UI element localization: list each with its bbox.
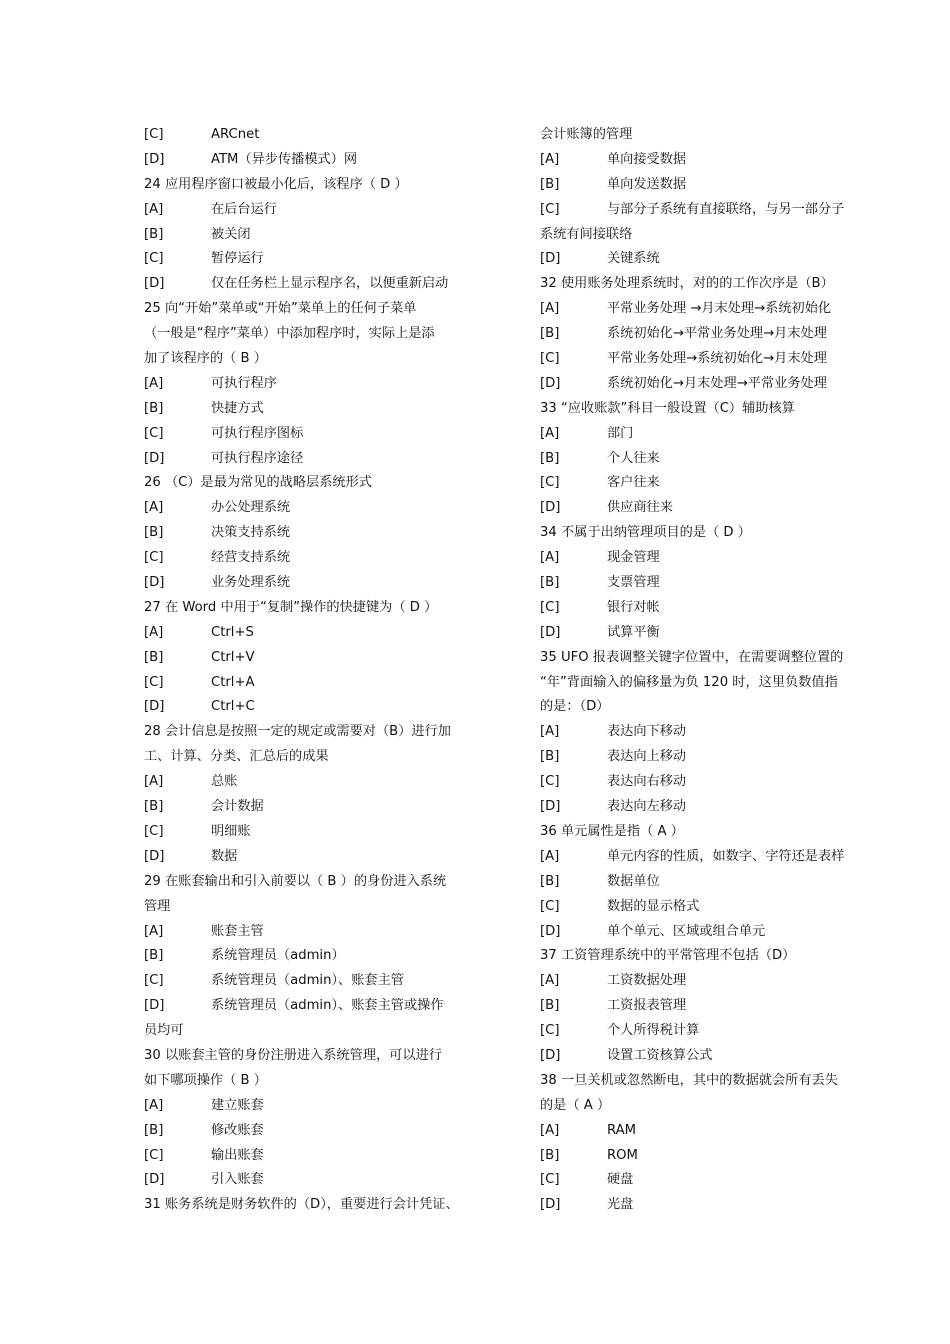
option-label: [B] [144,799,164,815]
option-text: 可执行程序途径 [211,450,304,466]
question-text: 30 以账套主管的身份注册进入系统管理，可以进行 [144,1047,442,1063]
option-text: 表达向下移动 [607,724,687,740]
option-label: [D] [540,1197,561,1213]
answer-option [144,422,484,447]
option-label: [C] [144,1147,164,1163]
answer-option [540,148,880,173]
option-label: [B] [144,400,164,416]
question-text: 34 不属于出纳管理项目的是（ D ） [540,525,751,541]
option-text: 表达向左移动 [607,799,687,815]
option-label: [A] [540,151,560,167]
answer-option [540,297,880,322]
answer-option [144,994,484,1019]
answer-option [540,795,880,820]
option-label: [A] [540,973,560,989]
option-text: 数据的显示格式 [607,898,700,914]
question-text: 如下哪项操作（ B ） [144,1072,267,1088]
answer-option [144,198,484,223]
option-label: [C] [540,201,560,217]
option-label: [C] [540,1023,560,1039]
question-text: 25 向“开始”菜单或“开始”菜单上的任何子菜单 [144,301,417,317]
option-text: 系统管理员（admin）、账套主管或操作 [211,998,444,1014]
answer-option [540,720,880,745]
answer-option [540,447,880,472]
answer-option [144,920,484,945]
answer-option [540,1044,880,1069]
question-text: 会计账簿的管理 [540,127,633,142]
option-text: 个人往来 [607,450,660,466]
option-text: 被关闭 [211,226,251,242]
answer-option [144,247,484,272]
option-text: ROM [607,1147,638,1163]
question-text: 32 使用账务处理系统时，对的的工作次序是（B） [540,276,834,292]
question-text: 加了该程序的（ B ） [144,351,267,367]
answer-option [540,621,880,646]
option-label: [C] [540,475,560,491]
option-text: 仅在任务栏上显示程序名，以便重新启动 [211,276,449,292]
question-text: 28 会计信息是按照一定的规定或需要对（B）进行加 [144,724,451,740]
option-text: 可执行程序图标 [211,425,304,441]
option-label: [A] [144,624,164,640]
question-text: 38 一旦关机或忽然断电，其中的数据就会所有丢失 [540,1072,838,1088]
option-text: 可执行程序 [211,375,277,391]
option-text: 表达向上移动 [607,749,687,765]
answer-option [144,397,484,422]
option-text: Ctrl+C [211,699,255,715]
question-text: 管理 [144,898,171,914]
option-text: 支票管理 [607,575,660,591]
question-text: 的是：（D） [540,699,610,715]
answer-option [540,347,880,372]
option-label: [A] [144,201,164,217]
question-text: （一般是“程序”菜单）中添加程序时，实际上是添 [144,326,435,342]
option-text: 建立账套 [211,1097,264,1113]
option-text: 单个单元、区域或组合单元 [607,923,766,939]
option-text: 快捷方式 [211,400,264,416]
option-text: 系统管理员（admin） [211,948,345,964]
question-text: 工、计算、分类、汇总后的成果 [144,749,329,765]
option-text: 平常业务处理→系统初始化→月末处理 [607,351,827,367]
option-label: [C] [540,774,560,790]
question-text: 系统有间接联络 [540,226,633,242]
option-label: [A] [144,500,164,516]
option-label: [C] [144,823,164,839]
option-label: [D] [540,799,561,815]
option-text: 现金管理 [607,550,660,566]
option-label: [D] [540,375,561,391]
option-label: [A] [144,923,164,939]
option-text: 数据单位 [607,873,660,889]
option-text: 账套主管 [211,923,264,939]
option-label: [C] [540,1172,560,1188]
question-text: 35 UFO 报表调整关键字位置中，在需要调整位置的 [540,649,844,665]
answer-option [540,870,880,895]
option-label: [B] [540,998,560,1014]
option-label: [B] [144,525,164,541]
answer-option [144,372,484,397]
answer-option [144,1144,484,1169]
option-text: 总账 [211,774,238,790]
option-text: 明细账 [211,823,251,839]
answer-option [144,845,484,870]
option-text: 光盘 [607,1197,634,1213]
option-label: [A] [540,301,560,317]
option-text: 个人所得税计算 [607,1023,700,1039]
answer-option [540,422,880,447]
option-text: 数据 [211,848,238,864]
answer-option [540,920,880,945]
option-label: [C] [144,425,164,441]
answer-option [540,1019,880,1044]
option-label: [C] [540,351,560,367]
right-column [540,123,880,1218]
option-label: [D] [144,848,165,864]
option-label: [D] [540,251,561,267]
option-text: 引入账套 [211,1172,264,1188]
question-text: 26 （C）是最为常见的战略层系统形式 [144,475,372,491]
answer-option [540,770,880,795]
answer-option [540,1168,880,1193]
answer-option [144,944,484,969]
question-text: 29 在账套输出和引入前要以（ B ）的身份进入系统 [144,873,447,889]
answer-option [144,272,484,297]
option-label: [D] [144,276,165,292]
option-text: 系统初始化→月末处理→平常业务处理 [607,375,827,391]
question-text: “年”背面输入的偏移量为负 120 时，这里负数值指 [540,674,838,690]
question-text: 员均可 [144,1023,184,1039]
option-label: [D] [144,575,165,591]
option-label: [D] [144,1172,165,1188]
option-label: [B] [540,450,560,466]
option-text: 系统初始化→平常业务处理→月末处理 [607,326,827,342]
option-label: [C] [540,599,560,615]
answer-option [144,546,484,571]
answer-option [144,148,484,173]
option-text: 业务处理系统 [211,575,291,591]
answer-option [540,496,880,521]
option-text: 表达向右移动 [607,774,687,790]
option-label: [A] [540,1122,560,1138]
option-text: 平常业务处理 →月末处理→系统初始化 [607,301,832,317]
answer-option [540,247,880,272]
option-text: 修改账套 [211,1122,264,1138]
option-text: ATM（异步传播模式）网 [211,151,358,167]
option-label: [D] [540,923,561,939]
answer-option [540,895,880,920]
answer-option [144,571,484,596]
question-text: 37 工资管理系统中的平常管理不包括（D） [540,948,796,964]
answer-option [540,471,880,496]
option-text: 供应商往来 [607,500,673,516]
answer-option [540,198,880,223]
option-label: [D] [540,624,561,640]
option-label: [D] [540,1047,561,1063]
option-label: [A] [144,1097,164,1113]
option-text: 试算平衡 [607,624,660,640]
option-label: [C] [144,127,164,142]
option-text: Ctrl+A [211,674,255,690]
option-text: Ctrl+V [211,649,255,665]
question-text: 33 “应收账款”科目一般设置（C）辅助核算 [540,400,795,416]
question-text: 24 应用程序窗口被最小化后，该程序（ D ） [144,176,408,192]
option-label: [B] [540,326,560,342]
question-text: 的是（ A ） [540,1097,611,1113]
option-label: [A] [540,550,560,566]
option-label: [B] [144,649,164,665]
answer-option [144,447,484,472]
answer-option [540,1119,880,1144]
option-label: [A] [144,375,164,391]
answer-option [144,671,484,696]
answer-option [144,646,484,671]
option-label: [B] [144,226,164,242]
answer-option [540,546,880,571]
answer-option [540,596,880,621]
option-label: [B] [540,575,560,591]
answer-option [144,969,484,994]
answer-option [144,1119,484,1144]
answer-option [144,820,484,845]
option-text: 会计数据 [211,799,264,815]
option-label: [B] [540,749,560,765]
answer-option [144,1168,484,1193]
option-text: 设置工资核算公式 [607,1047,713,1063]
option-text: Ctrl+S [211,624,254,640]
option-label: [C] [144,550,164,566]
option-label: [B] [540,873,560,889]
answer-option [540,173,880,198]
option-text: 银行对帐 [607,599,660,615]
option-label: [D] [144,151,165,167]
option-label: [D] [144,699,165,715]
option-label: [C] [540,898,560,914]
answer-option [144,223,484,248]
option-label: [C] [144,251,164,267]
answer-option [144,521,484,546]
option-label: [D] [540,500,561,516]
option-label: [A] [540,425,560,441]
answer-option [144,795,484,820]
option-text: ARCnet [211,127,260,142]
option-label: [C] [144,973,164,989]
answer-option [540,994,880,1019]
option-label: [C] [144,674,164,690]
option-text: 单向发送数据 [607,176,687,192]
question-text: 27 在 Word 中用于“复制”操作的快捷键为（ D ） [144,599,438,615]
question-text: 36 单元属性是指（ A ） [540,823,684,839]
answer-option [144,123,484,148]
option-label: [B] [540,1147,560,1163]
option-label: [B] [540,176,560,192]
option-text: 工资报表管理 [607,998,687,1014]
option-text: 系统管理员（admin）、账套主管 [211,973,404,989]
option-text: 硬盘 [607,1172,634,1188]
option-text: 输出账套 [211,1147,264,1163]
answer-option [540,571,880,596]
option-label: [B] [144,948,164,964]
option-text: 经营支持系统 [211,550,291,566]
option-label: [D] [144,998,165,1014]
left-column [144,123,484,1218]
option-label: [A] [540,724,560,740]
question-text: 31 账务系统是财务软件的（D），重要进行会计凭证、 [144,1197,459,1213]
option-label: [B] [144,1122,164,1138]
option-text: RAM [607,1122,637,1138]
option-text: 单向接受数据 [607,151,687,167]
answer-option [144,1094,484,1119]
answer-option [144,770,484,795]
option-label: [A] [540,848,560,864]
answer-option [540,1144,880,1169]
answer-option [540,372,880,397]
answer-option [540,322,880,347]
answer-option [540,845,880,870]
option-text: 部门 [607,425,634,441]
answer-option [540,745,880,770]
answer-option [540,1193,880,1218]
option-text: 办公处理系统 [211,500,291,516]
option-text: 在后台运行 [211,201,277,217]
option-label: [D] [144,450,165,466]
option-label: [A] [144,774,164,790]
option-text: 关键系统 [607,251,660,267]
option-text: 决策支持系统 [211,525,291,541]
option-text: 单元内容的性质，如数字、字符还是表样 [607,848,845,864]
option-text: 客户往来 [607,475,660,491]
option-text: 与部分子系统有直接联络，与另一部分子 [607,201,845,217]
answer-option [144,496,484,521]
answer-option [144,621,484,646]
answer-option [540,969,880,994]
option-text: 暂停运行 [211,251,264,267]
answer-option [144,695,484,720]
option-text: 工资数据处理 [607,973,687,989]
